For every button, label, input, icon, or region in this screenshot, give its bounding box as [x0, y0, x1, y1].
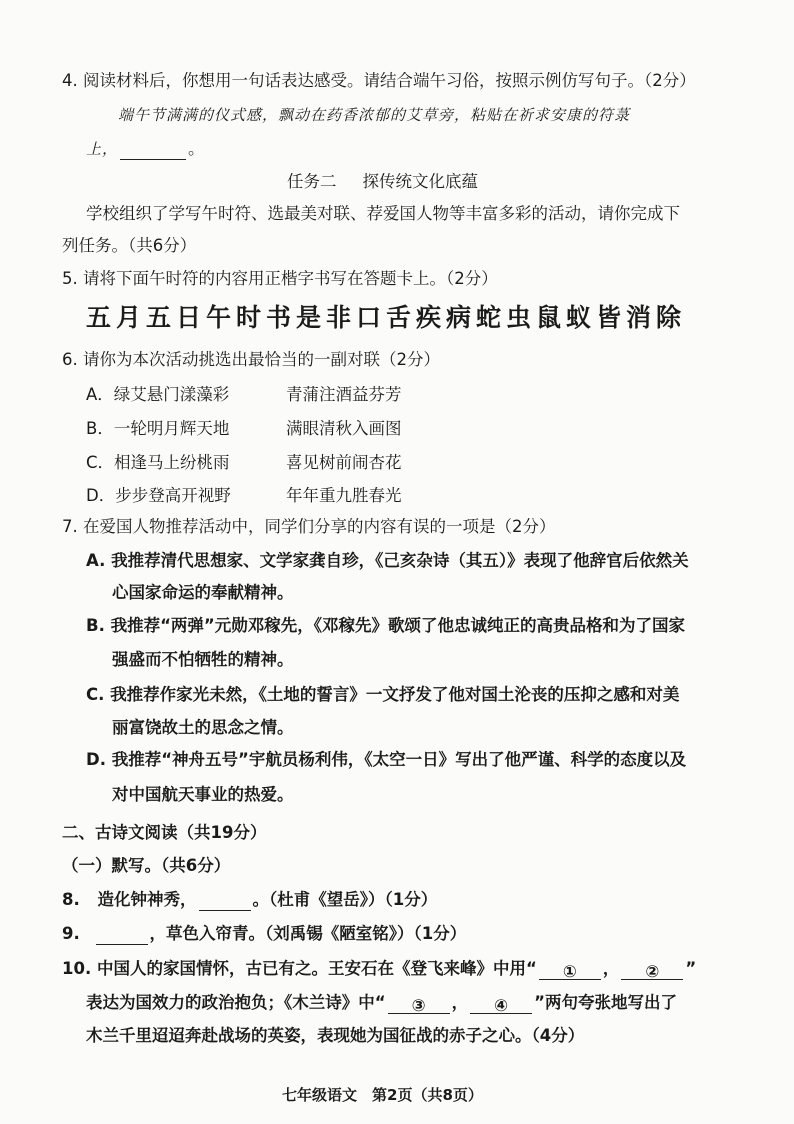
- q9-line: [62, 923, 466, 945]
- q6-option-d-pair: 年年重九胜春光: [286, 486, 402, 505]
- q10-blank-2[interactable]: ②: [621, 961, 683, 980]
- q4-example-start: 上，: [86, 140, 119, 158]
- q5-calligraphy: 五月五日午时书是非口舌疾病蛇虫鼠蚁皆消除: [86, 303, 687, 332]
- q7-option-c-line1[interactable]: C. 我推荐作家光未然，《土地的誓言》一文抒发了他对国土沦丧的压抑之感和对美: [86, 685, 680, 704]
- q4-example-line2: [86, 138, 205, 160]
- q10-line2-start: 表达为国效力的政治抱负；《木兰诗》中“: [86, 993, 386, 1012]
- q10-line2-end: ”两句夸张地写出了: [534, 993, 677, 1012]
- q8-answer-blank[interactable]: [199, 892, 251, 911]
- q6-option-b[interactable]: [86, 418, 402, 440]
- q10-line1-end: ”: [685, 959, 697, 978]
- q8-num: 8.: [62, 890, 80, 909]
- section2-title: 二、古诗文阅读（共19分）: [62, 823, 267, 842]
- q6-option-b-pair: 满眼清秋入画图: [286, 419, 402, 438]
- q9-text-after: ，草色入帘青。（刘禹锡《陋室铭》）（1分）: [149, 924, 467, 943]
- q6-prompt: 6. 请你为本次活动挑选出最恰当的一副对联（2分）: [62, 350, 440, 369]
- q8-text-before: 造化钟神秀，: [97, 890, 197, 909]
- q10-line3: 木兰千里迢迢奔赴战场的英姿，表现她为国征战的赤子之心。（4分）: [86, 1026, 585, 1045]
- q6-option-c-label: C．相逢马上纷桃雨: [86, 453, 230, 472]
- q4-example-line1: 端午节满满的仪式感，飘动在药香浓郁的艾草旁，粘贴在祈求安康的符菉: [118, 106, 631, 124]
- q7-option-d-line2: 对中国航天事业的热爱。: [112, 785, 294, 804]
- q7-option-a-line1[interactable]: A. 我推荐清代思想家、文学家龚自珍，《己亥杂诗（其五）》表现了他辞官后依然关: [86, 551, 689, 570]
- q4-prompt: 4. 阅读材料后，你想用一句话表达感受。请结合端午习俗，按照示例仿写句子。（2分）: [62, 71, 696, 90]
- q8-text-after: 。（杜甫《望岳》）（1分）: [252, 890, 438, 909]
- q5-prompt: 5. 请将下面午时符的内容用正楷字书写在答题卡上。（2分）: [62, 269, 498, 288]
- q10-line2: [86, 992, 677, 1014]
- q7-option-b-line2: 强盛而不怕牺牲的精神。: [112, 650, 294, 669]
- q10-comma1: ，: [602, 959, 620, 978]
- q6-option-c-pair: 喜见树前闹杏花: [286, 453, 402, 472]
- q7-option-c-line2: 丽富饶故土的思念之情。: [112, 718, 294, 737]
- q9-answer-blank[interactable]: [96, 926, 148, 945]
- q7-option-b-line1[interactable]: B. 我推荐“两弹”元勋邓稼先，《邓稼先》歌颂了他忠诚纯正的高贵品格和为了国家: [86, 616, 686, 635]
- q4-answer-blank[interactable]: [120, 141, 186, 160]
- q6-option-b-label: B．一轮明月辉天地: [86, 419, 230, 438]
- task2-title-text: 探传统文化底蕴: [362, 172, 478, 191]
- page-footer: 七年级语文 第2页（共8页）: [282, 1086, 483, 1104]
- q10-comma2: ，: [451, 993, 469, 1012]
- q4-example-end: 。: [188, 139, 205, 158]
- task2-title-num: 任务二: [287, 172, 337, 191]
- q6-option-d-label: D．步步登高开视野: [86, 486, 231, 505]
- q7-prompt: 7. 在爱国人物推荐活动中，同学们分享的内容有误的一项是（2分）: [62, 517, 556, 536]
- q10-line1-start: 10. 中国人的家国情怀，古已有之。王安石在《登飞来峰》中用“: [62, 959, 537, 978]
- q8-line: [62, 889, 437, 911]
- task2-intro-line2: 列任务。（共6分）: [62, 236, 197, 255]
- q6-option-d[interactable]: [86, 485, 402, 507]
- q6-option-a[interactable]: [86, 384, 402, 406]
- q7-option-d-line1[interactable]: D. 我推荐“神舟五号”宇航员杨利伟，《太空一日》写出了他严谨、科学的态度以及: [86, 750, 687, 769]
- task2-intro-line1: 学校组织了学写午时符、选最美对联、荐爱国人物等丰富多彩的活动，请你完成下: [86, 204, 680, 223]
- q10-line1: [62, 958, 696, 980]
- q9-num: 9.: [62, 924, 80, 943]
- section2-sub1: （一）默写。（共6分）: [62, 856, 231, 875]
- q6-option-a-label: A．绿艾悬门漾藻彩: [86, 385, 230, 404]
- q6-option-c[interactable]: [86, 452, 402, 474]
- q6-option-a-pair: 青蒲注酒益芬芳: [286, 385, 402, 404]
- task2-title: [287, 171, 478, 193]
- q10-blank-1[interactable]: ①: [539, 961, 601, 980]
- q10-blank-4[interactable]: ④: [470, 995, 532, 1014]
- q7-option-a-line2: 心国家命运的奉献精神。: [112, 583, 294, 602]
- q10-blank-3[interactable]: ③: [388, 995, 450, 1014]
